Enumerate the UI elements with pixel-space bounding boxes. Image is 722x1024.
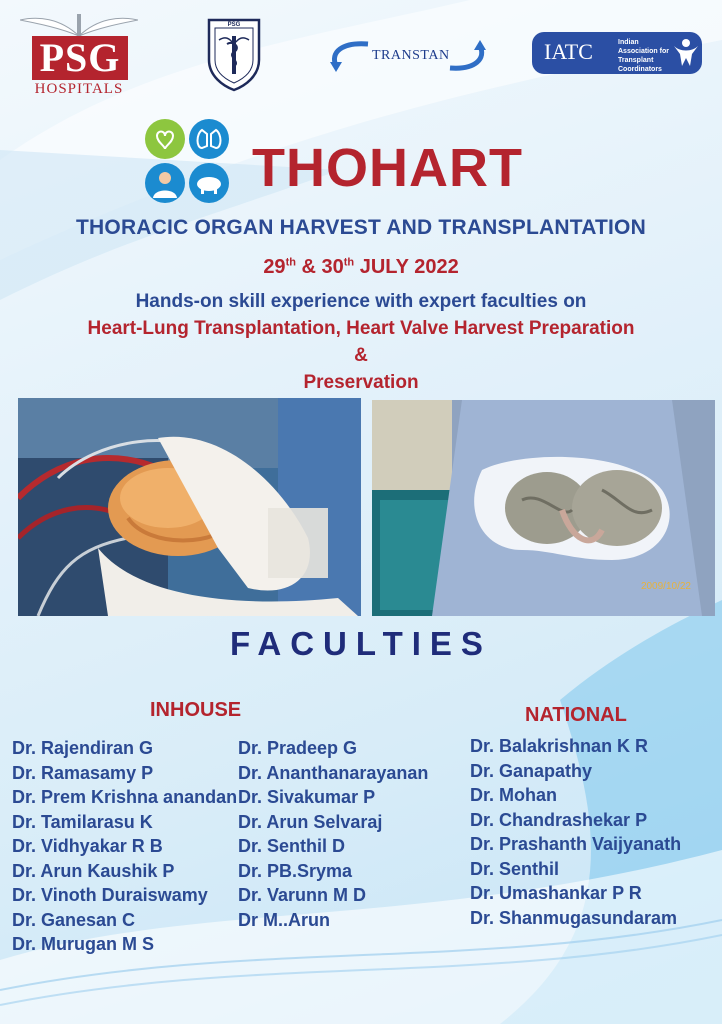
- surgery-photo: [18, 398, 361, 616]
- description-line-4: Preservation: [303, 372, 419, 393]
- faculty-name: Dr. Ganapathy: [470, 760, 593, 781]
- faculty-name: Dr. Arun Kaushik P: [12, 860, 175, 881]
- transtan-logo: [328, 36, 488, 76]
- people-icon: [672, 38, 700, 68]
- description-line-1: Hands-on skill experience with expert faculties on: [135, 291, 587, 312]
- inhouse-list-col1: [12, 736, 237, 957]
- faculty-name: Dr. Chandrashekar P: [470, 809, 648, 830]
- psg-logo-subtext: HOSPITALS: [34, 81, 124, 97]
- inhouse-list-col2: [238, 736, 428, 932]
- description-line-2: Heart-Lung Transplantation, Heart Valve Harvest Preparation: [87, 318, 635, 339]
- faculty-name: Dr. Prem Krishna anandan: [12, 787, 238, 807]
- faculty-name: Dr. PB.Sryma: [238, 860, 353, 881]
- faculty-name: Dr. Senthil: [470, 858, 560, 879]
- faculty-name: Dr. Mohan: [470, 785, 558, 805]
- seal-shield-icon: [205, 16, 263, 92]
- organ-icons-grid: [144, 118, 230, 204]
- faculty-name: Dr. Varunn M D: [238, 885, 367, 905]
- event-date: 29th & 30th JULY 2022: [263, 256, 459, 278]
- iatc-logo-subtext: Indian Association for Transplant Coordinators: [618, 39, 669, 73]
- faculty-name: Dr. Rajendiran G: [12, 738, 154, 758]
- seal-text: PSG: [227, 22, 241, 28]
- national-list: [470, 734, 681, 930]
- faculty-name: Dr. Murugan M S: [12, 934, 155, 954]
- faculty-name: Dr. Tamilarasu K: [12, 811, 153, 832]
- faculty-name: Dr. Ananthanarayanan: [238, 762, 429, 783]
- faculty-name: Dr. Ramasamy P: [12, 762, 154, 783]
- national-heading: NATIONAL: [525, 704, 627, 726]
- psg-institute-seal: [205, 16, 263, 92]
- psg-logo-text: PSG: [32, 36, 128, 80]
- faculty-name: Dr. Umashankar P R: [470, 883, 642, 903]
- psg-hospitals-logo: [20, 14, 138, 100]
- heart-icon: [145, 119, 185, 159]
- faculty-name: Dr. Vinoth Duraiswamy: [12, 885, 208, 905]
- faculty-name: Dr. Sivakumar P: [238, 787, 376, 807]
- faculty-name: Dr M..Arun: [238, 909, 330, 930]
- faculty-name: Dr. Pradeep G: [238, 738, 358, 758]
- faculty-name: Dr. Shanmugasundaram: [470, 907, 678, 928]
- description-line-3: &: [354, 345, 368, 366]
- lungs-harvest-photo: [372, 400, 715, 616]
- faculty-name: Dr. Balakrishnan K R: [470, 736, 649, 756]
- faculty-name: Dr. Prashanth Vaijyanath: [470, 834, 682, 854]
- faculty-name: Dr. Senthil D: [238, 836, 346, 856]
- faculty-name: Dr. Arun Selvaraj: [238, 811, 383, 832]
- faculty-name: Dr. Ganesan C: [12, 909, 136, 930]
- event-subtitle: THORACIC ORGAN HARVEST AND TRANSPLANTATION: [76, 216, 646, 239]
- lungs-icon: [189, 119, 229, 159]
- faculty-name: Dr. Vidhyakar R B: [12, 836, 163, 856]
- iatc-logo: [532, 32, 702, 74]
- event-title: THOHART: [252, 138, 523, 198]
- iatc-logo-text: IATC: [544, 39, 593, 64]
- faculties-heading: FACULTIES: [230, 625, 492, 662]
- transtan-logo-text: TRANSTAN: [372, 48, 450, 63]
- inhouse-heading: INHOUSE: [150, 699, 242, 721]
- photo-date-stamp: 2009/10/22: [640, 581, 691, 592]
